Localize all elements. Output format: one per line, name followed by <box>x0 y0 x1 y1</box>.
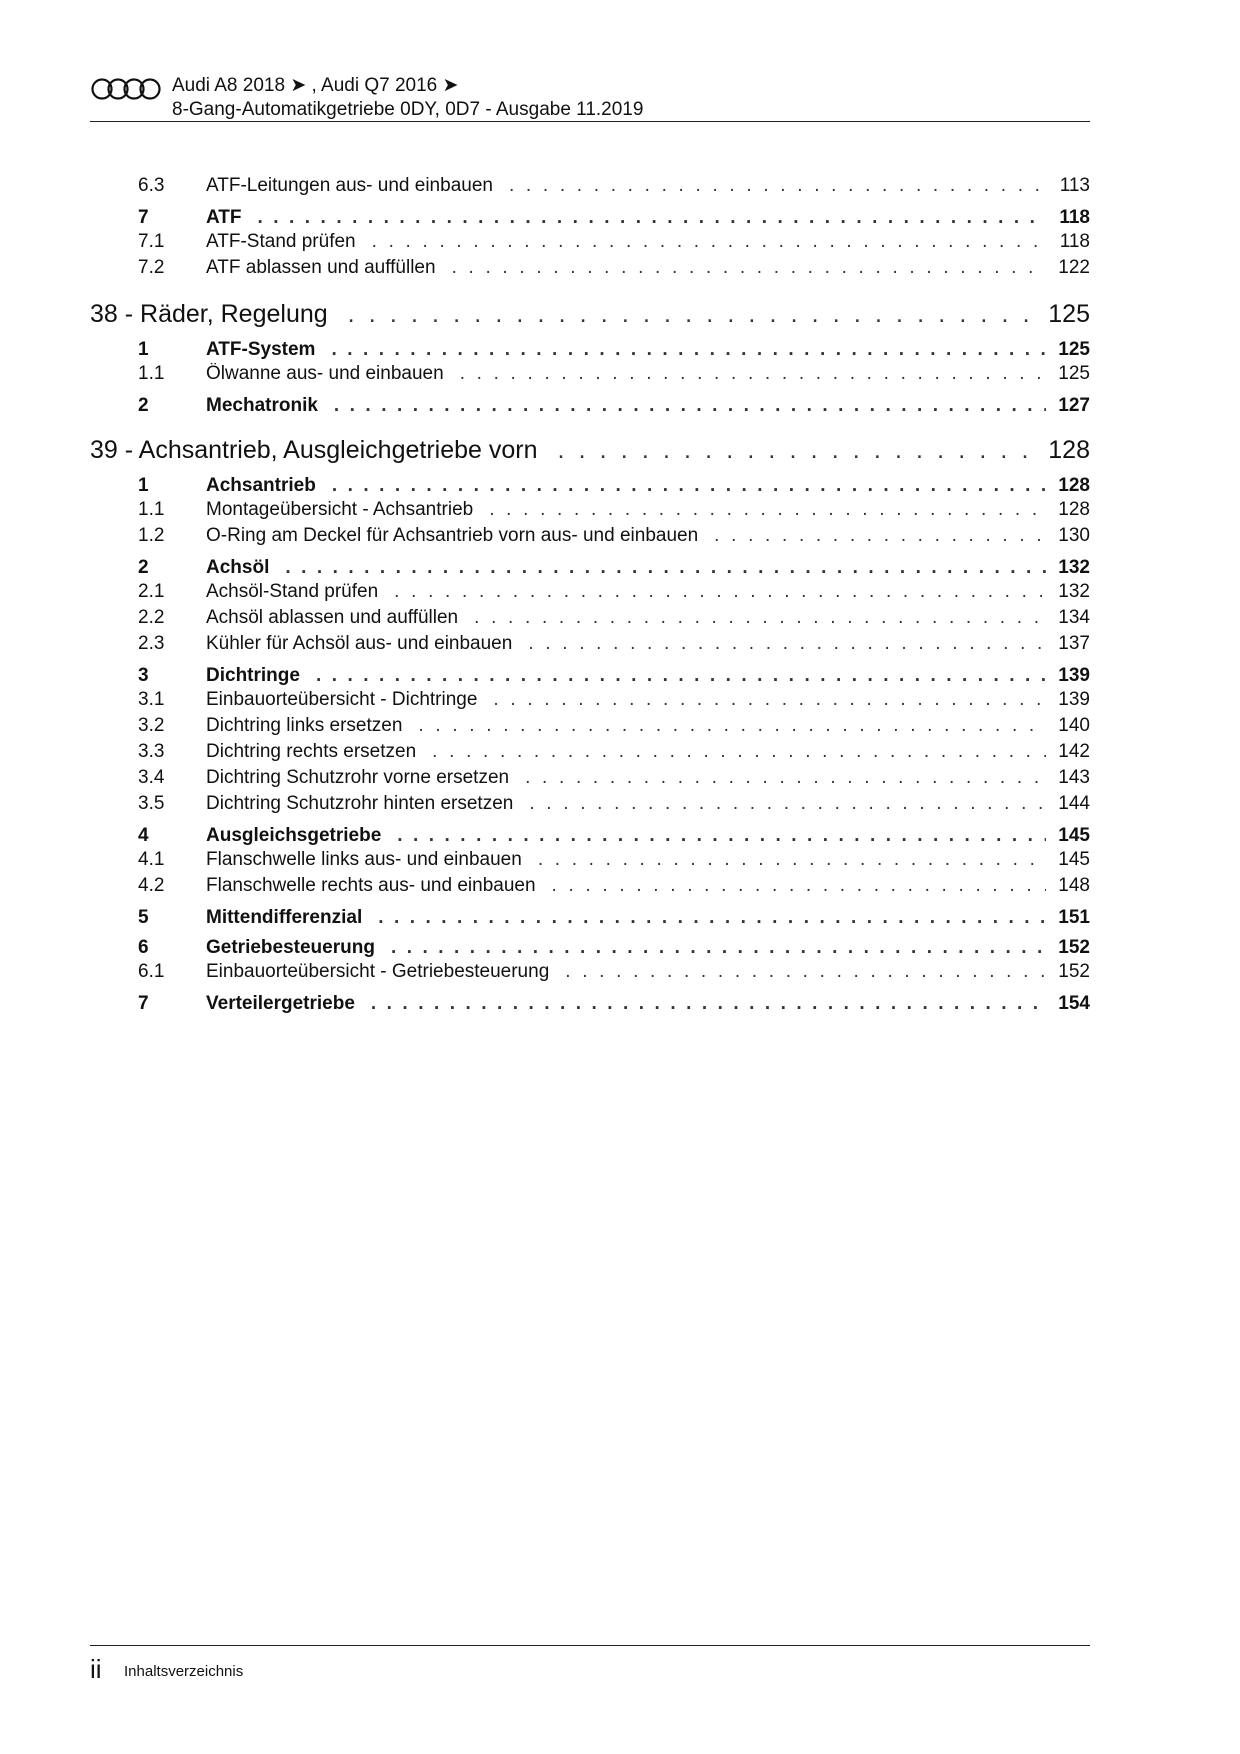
toc-entry-number: 6 <box>138 937 149 958</box>
toc-entry-title: Dichtring Schutzrohr vorne ersetzen <box>206 767 510 788</box>
toc-entry-title: O-Ring am Deckel für Achsantrieb vorn aus- und einbauen <box>206 525 699 546</box>
toc-entry-title: Achsöl-Stand prüfen <box>206 581 379 602</box>
toc-entry-number: 2 <box>138 557 149 578</box>
toc-entry-title: ATF <box>206 207 242 228</box>
toc-dot-leader <box>371 993 1046 1015</box>
toc-entry-number: 2.2 <box>138 607 165 628</box>
toc-entry-page: 154 <box>1058 993 1090 1014</box>
toc-subsection-row[interactable] <box>90 363 1090 389</box>
toc-entry-page: 145 <box>1058 825 1090 846</box>
toc-entry-number: 3.2 <box>138 715 165 736</box>
toc-entry-title: Einbauorteübersicht - Dichtringe <box>206 689 478 710</box>
toc-dot-leader <box>432 741 1046 763</box>
toc-entry-title: Dichtring rechts ersetzen <box>206 741 417 762</box>
toc-entry-number: 4.2 <box>138 875 165 896</box>
toc-entry-title: ATF-Stand prüfen <box>206 231 356 252</box>
toc-entry-title: 38 - Räder, Regelung <box>90 300 328 328</box>
toc-entry-number: 4.1 <box>138 849 165 870</box>
header-divider <box>90 121 1090 122</box>
toc-entry-page: 142 <box>1058 741 1090 762</box>
toc-section-row[interactable] <box>90 659 1090 689</box>
toc-chapter-row[interactable] <box>90 291 1090 333</box>
toc-subsection-row[interactable] <box>90 689 1090 715</box>
toc-entry-title: Achsöl ablassen und auffüllen <box>206 607 459 628</box>
toc-entry-number: 6.1 <box>138 961 165 982</box>
toc-entry-number: 1.1 <box>138 363 165 384</box>
toc-entry-page: 128 <box>1058 475 1090 496</box>
toc-entry-title: 39 - Achsantrieb, Ausgleichgetriebe vorn <box>90 436 538 464</box>
toc-entry-title: Achsöl <box>206 557 270 578</box>
toc-entry-page: 137 <box>1058 633 1090 654</box>
toc-section-row[interactable] <box>90 201 1090 231</box>
toc-entry-number: 5 <box>138 907 149 928</box>
toc-subsection-row[interactable] <box>90 525 1090 551</box>
toc-entry-page: 144 <box>1058 793 1090 814</box>
toc-dot-leader <box>558 436 1039 465</box>
toc-section-row[interactable] <box>90 469 1090 499</box>
toc-subsection-row[interactable] <box>90 175 1090 201</box>
toc-entry-page: 139 <box>1058 665 1090 686</box>
toc-subsection-row[interactable] <box>90 581 1090 607</box>
toc-entry-number: 7 <box>138 993 149 1014</box>
toc-entry-title: Einbauorteübersicht - Getriebesteuerung <box>206 961 550 982</box>
toc-entry-page: 148 <box>1058 875 1090 896</box>
toc-entry-page: 132 <box>1058 581 1090 602</box>
toc-section-row[interactable] <box>90 931 1090 961</box>
toc-dot-leader <box>378 907 1046 929</box>
toc-entry-title: Flanschwelle links aus- und einbauen <box>206 849 522 870</box>
toc-entry-page: 152 <box>1058 961 1090 982</box>
toc-subsection-row[interactable] <box>90 607 1090 633</box>
toc-entry-number: 1.1 <box>138 499 165 520</box>
toc-subsection-row[interactable] <box>90 499 1090 525</box>
toc-dot-leader <box>285 557 1046 579</box>
toc-entry-page: 130 <box>1058 525 1090 546</box>
toc-dot-leader <box>452 257 1046 279</box>
toc-entry-number: 7 <box>138 207 149 228</box>
toc-dot-leader <box>331 339 1046 361</box>
toc-entry-title: Getriebesteuerung <box>206 937 375 958</box>
toc-entry-page: 143 <box>1058 767 1090 788</box>
toc-entry-page: 125 <box>1048 300 1090 328</box>
toc-entry-page: 140 <box>1058 715 1090 736</box>
toc-entry-title: Montageübersicht - Achsantrieb <box>206 499 474 520</box>
toc-entry-page: 125 <box>1058 339 1090 360</box>
toc-dot-leader <box>489 499 1046 521</box>
toc-subsection-row[interactable] <box>90 741 1090 767</box>
toc-entry-page: 145 <box>1058 849 1090 870</box>
toc-dot-leader <box>525 767 1046 789</box>
toc-entry-number: 1 <box>138 475 149 496</box>
toc-entry-number: 2 <box>138 395 149 416</box>
toc-subsection-row[interactable] <box>90 793 1090 819</box>
toc-entry-title: Mechatronik <box>206 395 318 416</box>
toc-entry-page: 128 <box>1058 499 1090 520</box>
footer-section-label: Inhaltsverzeichnis <box>124 1663 244 1680</box>
toc-dot-leader <box>529 793 1046 815</box>
toc-entry-title: Mittendifferenzial <box>206 907 363 928</box>
toc-dot-leader <box>316 665 1046 687</box>
toc-entry-number: 1 <box>138 339 149 360</box>
toc-section-row[interactable] <box>90 333 1090 363</box>
toc-entry-page: 151 <box>1058 907 1090 928</box>
toc-entry-page: 134 <box>1058 607 1090 628</box>
table-of-contents <box>90 175 1090 1017</box>
toc-entry-title: Dichtring Schutzrohr hinten ersetzen <box>206 793 514 814</box>
toc-entry-title: Ausgleichsgetriebe <box>206 825 382 846</box>
footer-divider <box>90 1645 1090 1646</box>
toc-dot-leader <box>394 581 1046 603</box>
toc-chapter-row[interactable] <box>90 427 1090 469</box>
toc-dot-leader <box>493 689 1046 711</box>
toc-entry-title: Ölwanne aus- und einbauen <box>206 363 444 384</box>
toc-entry-number: 3.3 <box>138 741 165 762</box>
toc-section-row[interactable] <box>90 901 1090 931</box>
toc-dot-leader <box>348 300 1039 329</box>
toc-entry-number: 3.5 <box>138 793 165 814</box>
toc-entry-page: 127 <box>1058 395 1090 416</box>
toc-entry-title: Verteilergetriebe <box>206 993 355 1014</box>
toc-dot-leader <box>528 633 1046 655</box>
toc-subsection-row[interactable] <box>90 633 1090 659</box>
toc-entry-title: Flanschwelle rechts aus- und einbauen <box>206 875 536 896</box>
toc-entry-title: ATF-System <box>206 339 316 360</box>
toc-dot-leader <box>474 607 1046 629</box>
toc-entry-page: 122 <box>1058 257 1090 278</box>
toc-dot-leader <box>397 825 1046 847</box>
toc-entry-number: 3 <box>138 665 149 686</box>
toc-dot-leader <box>714 525 1046 547</box>
header-vehicle-models: Audi A8 2018 ➤ , Audi Q7 2016 ➤ <box>172 75 459 96</box>
toc-section-row[interactable] <box>90 551 1090 581</box>
toc-entry-title: Achsantrieb <box>206 475 316 496</box>
toc-dot-leader <box>565 961 1046 983</box>
toc-entry-title: ATF ablassen und auffüllen <box>206 257 436 278</box>
toc-entry-number: 2.1 <box>138 581 165 602</box>
toc-dot-leader <box>509 175 1046 197</box>
toc-dot-leader <box>552 875 1046 897</box>
toc-section-row[interactable] <box>90 987 1090 1017</box>
toc-subsection-row[interactable] <box>90 715 1090 741</box>
toc-dot-leader <box>372 231 1046 253</box>
toc-entry-page: 118 <box>1059 207 1090 228</box>
toc-dot-leader <box>538 849 1046 871</box>
toc-subsection-row[interactable] <box>90 961 1090 987</box>
toc-dot-leader <box>258 207 1046 229</box>
toc-entry-page: 152 <box>1058 937 1090 958</box>
toc-entry-number: 4 <box>138 825 149 846</box>
toc-dot-leader <box>332 475 1046 497</box>
toc-entry-number: 2.3 <box>138 633 165 654</box>
toc-section-row[interactable] <box>90 389 1090 419</box>
page-header <box>90 70 1090 122</box>
toc-entry-number: 6.3 <box>138 175 165 196</box>
toc-subsection-row[interactable] <box>90 875 1090 901</box>
toc-entry-title: Dichtring links ersetzen <box>206 715 403 736</box>
toc-entry-page: 125 <box>1058 363 1090 384</box>
toc-entry-page: 128 <box>1048 436 1090 464</box>
toc-entry-number: 3.4 <box>138 767 165 788</box>
toc-dot-leader <box>460 363 1046 385</box>
toc-dot-leader <box>418 715 1046 737</box>
toc-subsection-row[interactable] <box>90 849 1090 875</box>
toc-entry-page: 132 <box>1058 557 1090 578</box>
toc-entry-number: 7.1 <box>138 231 165 252</box>
toc-entry-page: 113 <box>1059 175 1090 196</box>
toc-entry-number: 1.2 <box>138 525 165 546</box>
toc-entry-page: 118 <box>1059 231 1090 252</box>
toc-entry-title: Dichtringe <box>206 665 300 686</box>
toc-entry-number: 3.1 <box>138 689 165 710</box>
toc-subsection-row[interactable] <box>90 231 1090 257</box>
toc-dot-leader <box>334 395 1046 417</box>
toc-entry-number: 7.2 <box>138 257 165 278</box>
toc-entry-title: Kühler für Achsöl aus- und einbauen <box>206 633 513 654</box>
toc-subsection-row[interactable] <box>90 257 1090 283</box>
toc-dot-leader <box>391 937 1046 959</box>
header-manual-title: 8-Gang-Automatikgetriebe 0DY, 0D7 - Ausgabe 11.2019 <box>172 99 644 120</box>
toc-subsection-row[interactable] <box>90 767 1090 793</box>
toc-entry-page: 139 <box>1058 689 1090 710</box>
toc-section-row[interactable] <box>90 819 1090 849</box>
toc-entry-title: ATF-Leitungen aus- und einbauen <box>206 175 493 196</box>
footer-page-number: ii <box>90 1654 102 1684</box>
audi-rings-logo-icon <box>90 77 164 101</box>
